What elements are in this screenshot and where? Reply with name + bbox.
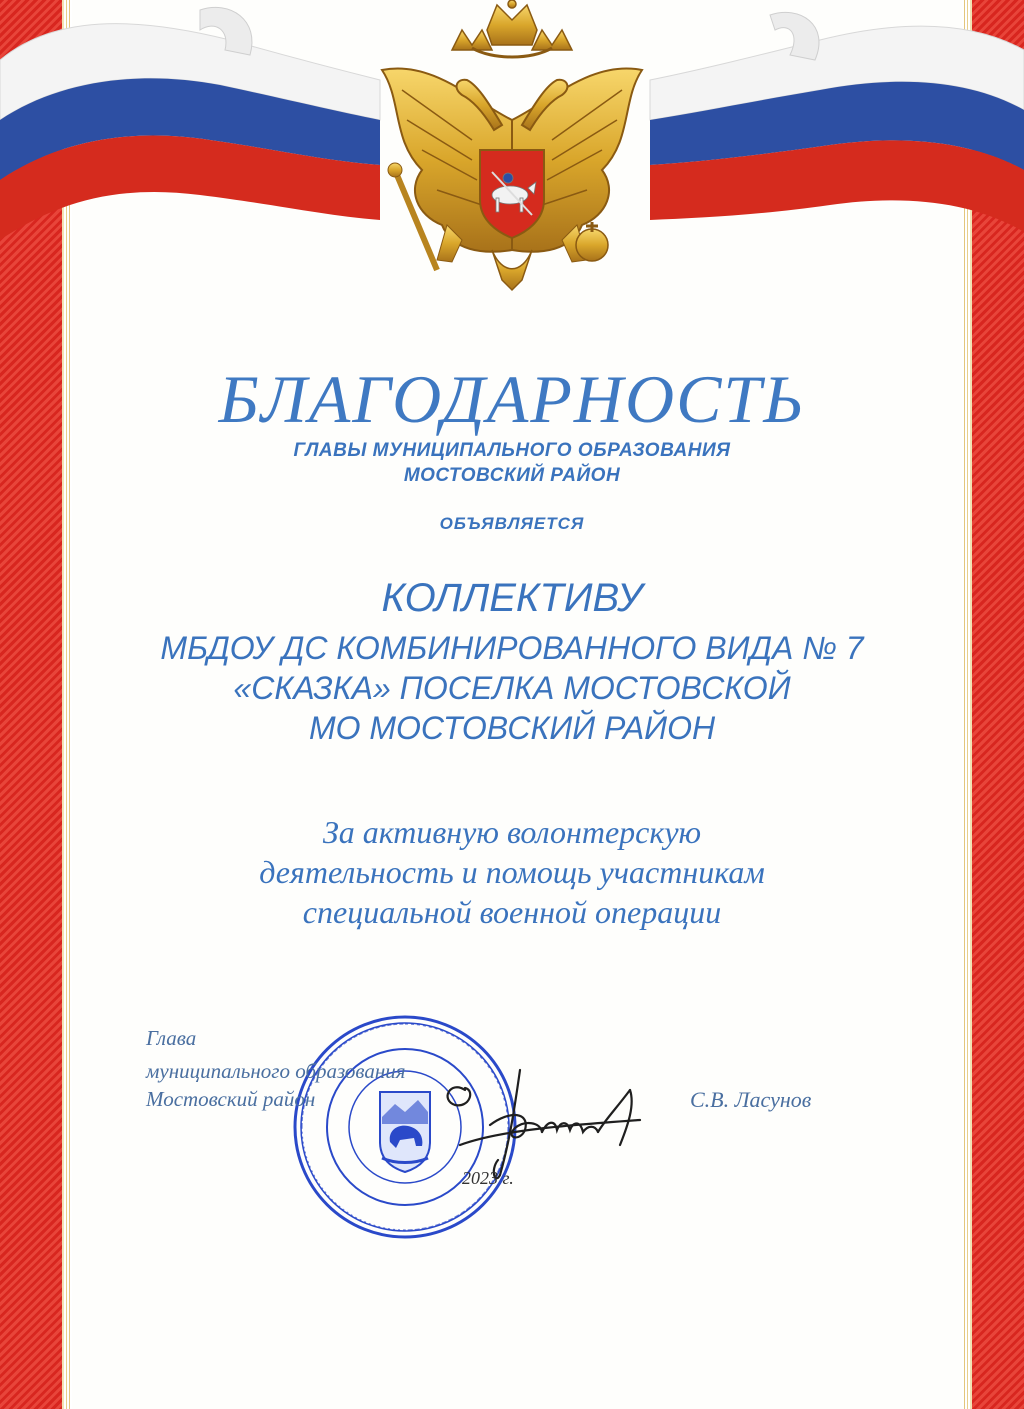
- reason-line-3: специальной военной операции: [302, 894, 722, 930]
- recipient-line-2: МБДОУ ДС КОМБИНИРОВАННОГО ВИДА № 7: [160, 630, 864, 666]
- recipient-line-1: КОЛЛЕКТИВУ: [381, 576, 643, 620]
- signatory-title-line-3: Мостовский район: [146, 1087, 316, 1111]
- document-year: 2023 г.: [462, 1168, 514, 1188]
- reason-line-1: За активную волонтерскую: [322, 814, 702, 850]
- reason-line-2: деятельность и помощь участникам: [259, 854, 765, 890]
- subtitle-line-1: ГЛАВЫ МУНИЦИПАЛЬНОГО ОБРАЗОВАНИЯ: [293, 440, 731, 461]
- certificate-title: БЛАГОДАРНОСТЬ: [218, 361, 806, 437]
- announce-text: ОБЪЯВЛЯЕТСЯ: [439, 514, 585, 533]
- recipient-line-4: МО МОСТОВСКИЙ РАЙОН: [308, 710, 716, 746]
- signatory-title-line-2: муниципального образования: [146, 1059, 406, 1083]
- recipient-line-3: «СКАЗКА» ПОСЕЛКА МОСТОВСКОЙ: [233, 670, 791, 706]
- signatory-name: С.В. Ласунов: [690, 1087, 812, 1112]
- signatory-title-line-1: Глава: [146, 1026, 197, 1050]
- coat-of-arms-icon: [362, 0, 662, 330]
- subtitle-line-2: МОСТОВСКИЙ РАЙОН: [403, 465, 621, 486]
